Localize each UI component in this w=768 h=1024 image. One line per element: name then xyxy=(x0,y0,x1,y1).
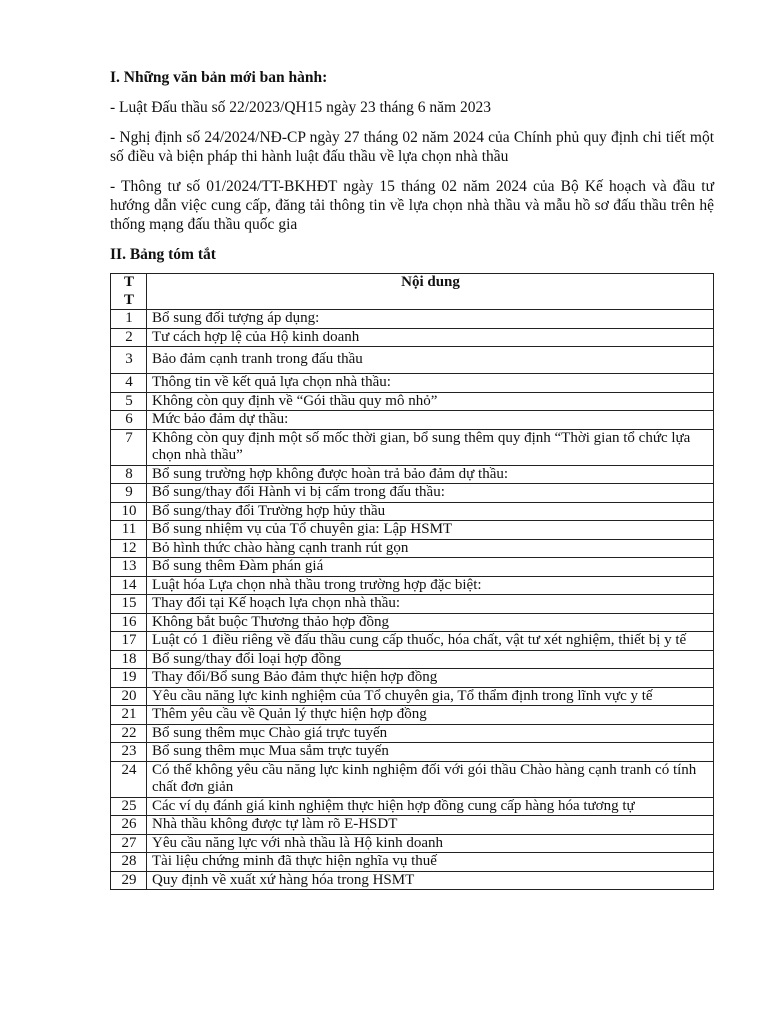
row-number: 1 xyxy=(111,310,147,329)
row-content: Yêu cầu năng lực với nhà thầu là Hộ kinh doanh xyxy=(147,834,714,853)
table-row xyxy=(111,521,714,540)
row-number: 15 xyxy=(111,595,147,614)
row-content: Thay đổi/Bổ sung Bảo đảm thực hiện hợp đồng xyxy=(147,669,714,688)
table-row xyxy=(111,650,714,669)
row-content: Luật có 1 điều riêng về đấu thầu cung cấp thuốc, hóa chất, vật tư xét nghiệm, thiết bị y tế xyxy=(147,632,714,651)
section-1-item-3: - Thông tư số 01/2024/TT-BKHĐT ngày 15 tháng 02 năm 2024 của Bộ Kế hoạch và đầu tư hướng dẫn việc cung cấp, đăng tải thông tin về lựa chọn nhà thầu và mẫu hồ sơ đấu thầu trên hệ thống mạng đấu thầu quốc gia xyxy=(110,178,714,233)
row-content: Mức bảo đảm dự thầu: xyxy=(147,411,714,430)
section-1-item-2: - Nghị định số 24/2024/NĐ-CP ngày 27 tháng 02 năm 2024 của Chính phủ quy định chi tiết một số điều và biện pháp thi hành luật đấu thầu về lựa chọn nhà thầu xyxy=(110,129,714,165)
row-number: 14 xyxy=(111,576,147,595)
table-row xyxy=(111,632,714,651)
row-content: Yêu cầu năng lực kinh nghiệm của Tổ chuyên gia, Tổ thẩm định trong lĩnh vực y tế xyxy=(147,687,714,706)
row-number: 23 xyxy=(111,743,147,762)
row-content: Bổ sung thêm Đàm phán giá xyxy=(147,558,714,577)
table-row xyxy=(111,871,714,890)
table-row xyxy=(111,347,714,374)
row-content: Bổ sung trường hợp không được hoàn trả bảo đảm dự thầu: xyxy=(147,465,714,484)
table-row xyxy=(111,502,714,521)
row-content: Nhà thầu không được tự làm rõ E-HSDT xyxy=(147,816,714,835)
table-row xyxy=(111,539,714,558)
row-number: 16 xyxy=(111,613,147,632)
row-number: 27 xyxy=(111,834,147,853)
table-row xyxy=(111,706,714,725)
section-1-item-1: - Luật Đấu thầu số 22/2023/QH15 ngày 23 tháng 6 năm 2023 xyxy=(110,99,491,116)
section-1-title: I. Những văn bản mới ban hành: xyxy=(110,69,328,86)
row-number: 2 xyxy=(111,328,147,347)
header-tt: T T xyxy=(111,274,147,310)
row-number: 19 xyxy=(111,669,147,688)
row-number: 11 xyxy=(111,521,147,540)
table-row xyxy=(111,392,714,411)
row-number: 3 xyxy=(111,347,147,374)
table-row xyxy=(111,558,714,577)
row-number: 18 xyxy=(111,650,147,669)
row-content: Bổ sung đối tượng áp dụng: xyxy=(147,310,714,329)
row-number: 26 xyxy=(111,816,147,835)
row-number: 20 xyxy=(111,687,147,706)
table-row xyxy=(111,310,714,329)
row-number: 10 xyxy=(111,502,147,521)
row-content: Có thể không yêu cầu năng lực kinh nghiệm đối với gói thầu Chào hàng cạnh tranh có tính chất đơn giản xyxy=(147,761,714,797)
row-number: 25 xyxy=(111,797,147,816)
row-content: Không còn quy định một số mốc thời gian, bổ sung thêm quy định “Thời gian tổ chức lựa chọn nhà thầu” xyxy=(147,429,714,465)
table-row xyxy=(111,576,714,595)
row-number: 8 xyxy=(111,465,147,484)
table-row xyxy=(111,724,714,743)
row-content: Bổ sung thêm mục Mua sắm trực tuyến xyxy=(147,743,714,762)
section-2-title: II. Bảng tóm tắt xyxy=(110,246,216,263)
table-row xyxy=(111,429,714,465)
row-number: 13 xyxy=(111,558,147,577)
table-row xyxy=(111,853,714,872)
table-row xyxy=(111,595,714,614)
table-row xyxy=(111,484,714,503)
row-content: Quy định về xuất xứ hàng hóa trong HSMT xyxy=(147,871,714,890)
row-content: Không bắt buộc Thương thảo hợp đồng xyxy=(147,613,714,632)
table-body xyxy=(111,310,714,890)
table-row xyxy=(111,743,714,762)
row-number: 4 xyxy=(111,374,147,393)
row-content: Bảo đảm cạnh tranh trong đấu thầu xyxy=(147,347,714,374)
row-content: Thay đổi tại Kế hoạch lựa chọn nhà thầu: xyxy=(147,595,714,614)
table-row xyxy=(111,613,714,632)
row-content: Thêm yêu cầu về Quản lý thực hiện hợp đồng xyxy=(147,706,714,725)
summary-table xyxy=(110,273,714,890)
row-number: 7 xyxy=(111,429,147,465)
row-content: Bỏ hình thức chào hàng cạnh tranh rút gọn xyxy=(147,539,714,558)
row-content: Bổ sung thêm mục Chào giá trực tuyến xyxy=(147,724,714,743)
table-row xyxy=(111,669,714,688)
table-row xyxy=(111,328,714,347)
table-row xyxy=(111,374,714,393)
row-content: Thông tin về kết quả lựa chọn nhà thầu: xyxy=(147,374,714,393)
row-content: Tư cách hợp lệ của Hộ kinh doanh xyxy=(147,328,714,347)
table-row xyxy=(111,834,714,853)
table-row xyxy=(111,411,714,430)
row-content: Không còn quy định về “Gói thầu quy mô nhỏ” xyxy=(147,392,714,411)
row-content: Bổ sung/thay đổi loại hợp đồng xyxy=(147,650,714,669)
row-content: Luật hóa Lựa chọn nhà thầu trong trường hợp đặc biệt: xyxy=(147,576,714,595)
row-content: Tài liệu chứng minh đã thực hiện nghĩa vụ thuế xyxy=(147,853,714,872)
table-row xyxy=(111,797,714,816)
row-number: 24 xyxy=(111,761,147,797)
row-content: Các ví dụ đánh giá kinh nghiệm thực hiện hợp đồng cung cấp hàng hóa tương tự xyxy=(147,797,714,816)
header-content: Nội dung xyxy=(147,274,714,310)
row-number: 5 xyxy=(111,392,147,411)
row-number: 28 xyxy=(111,853,147,872)
row-number: 29 xyxy=(111,871,147,890)
table-row xyxy=(111,816,714,835)
row-content: Bổ sung/thay đổi Hành vi bị cấm trong đấu thầu: xyxy=(147,484,714,503)
row-number: 21 xyxy=(111,706,147,725)
row-number: 17 xyxy=(111,632,147,651)
row-number: 22 xyxy=(111,724,147,743)
table-row xyxy=(111,687,714,706)
table-header-row xyxy=(111,274,714,310)
row-content: Bổ sung/thay đổi Trường hợp hủy thầu xyxy=(147,502,714,521)
table-row xyxy=(111,761,714,797)
row-number: 9 xyxy=(111,484,147,503)
row-number: 12 xyxy=(111,539,147,558)
row-content: Bổ sung nhiệm vụ của Tổ chuyên gia: Lập HSMT xyxy=(147,521,714,540)
table-row xyxy=(111,465,714,484)
row-number: 6 xyxy=(111,411,147,430)
